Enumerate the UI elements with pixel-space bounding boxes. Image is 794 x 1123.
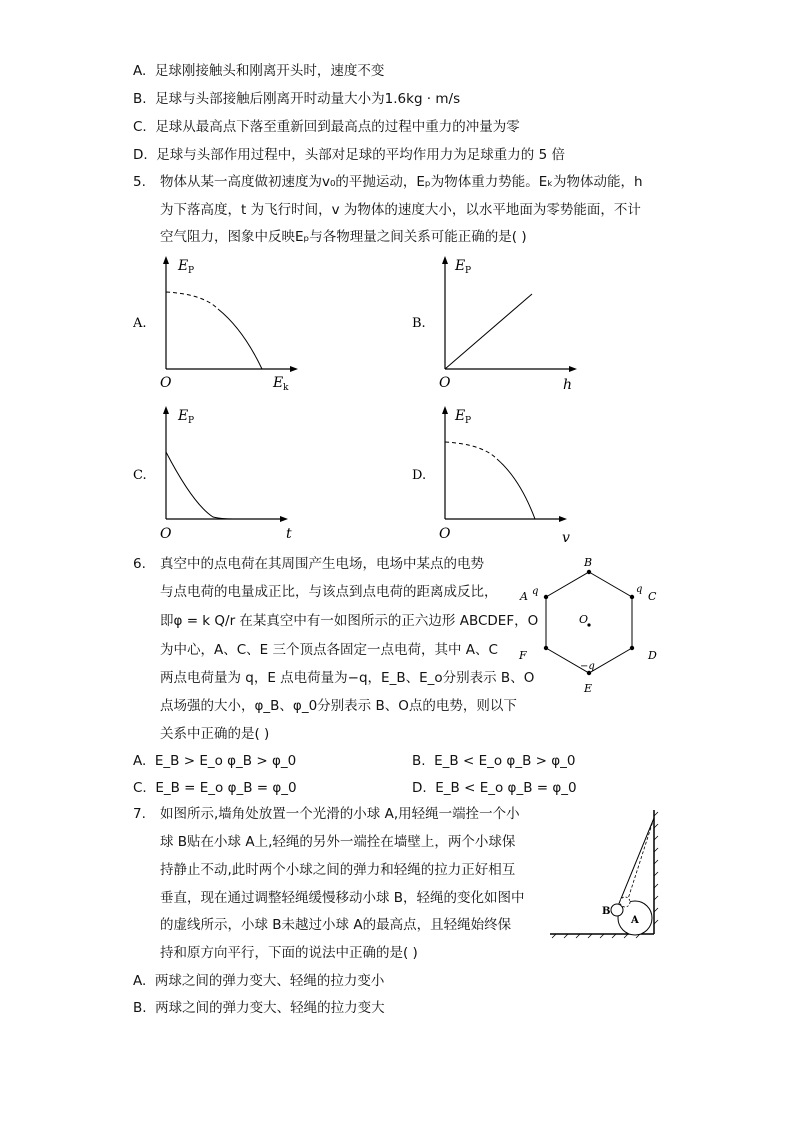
q7-stem-line-3: 持静止不动,此时两个小球之间的弹力和轻绳的拉力正好相互 xyxy=(160,862,516,878)
q7-stem-line-1: 如图所示,墙角处放置一个光滑的小球 A,用轻绳一端拴一个小 xyxy=(160,806,520,822)
q7-ball-b-label: B xyxy=(602,906,611,917)
hex-center-o: O xyxy=(579,613,589,626)
q5-graph-b xyxy=(412,254,582,394)
q5-graph-a-ysub: P xyxy=(188,266,195,276)
q6-option-a: A. E_B > E_o φ_B > φ_0 xyxy=(133,753,297,769)
q7-ball-a-label: A xyxy=(631,915,639,926)
hex-vertex-b: B xyxy=(584,556,593,569)
q5-graph-d-option-label: D. xyxy=(412,468,427,483)
q6-stem-line-2: 与点电荷的电量成正比，与该点到点电荷的距离成反比， xyxy=(160,584,498,600)
q5-graph-c-ylabel: E xyxy=(178,408,189,424)
q7-stem-line-4: 垂直，现在通过调整轻绳缓慢移动小球 B，轻绳的变化如图中 xyxy=(160,890,525,906)
q7-stem-line-2: 球 B贴在小球 A上,轻绳的另外一端拴在墙壁上，两个小球保 xyxy=(160,834,516,850)
q4-option-b: B. 足球与头部接触后刚离开时动量大小为1.6kg · m/s xyxy=(133,91,461,107)
q5-stem-line-3: 空气阻力，图象中反映Eₚ与各物理量之间关系可能正确的是( ) xyxy=(160,229,527,245)
q5-graph-a-xlabel: E xyxy=(273,375,284,391)
q5-graph-b-origin: O xyxy=(439,375,451,391)
q4-option-c: C. 足球从最高点下落至重新回到最高点的过程中重力的冲量为零 xyxy=(133,119,520,135)
q5-stem-line-1: 物体从某一高度做初速度为v₀的平抛运动，Eₚ为物体重力势能。Eₖ为物体动能，h xyxy=(160,174,643,190)
hex-vertex-d: D xyxy=(648,649,657,662)
q5-graph-b-ysub: P xyxy=(465,266,472,276)
q7-stem-line-6: 持和原方向平行，下面的说法中正确的是( ) xyxy=(160,945,418,961)
hex-vertex-e: E xyxy=(584,682,593,695)
q5-graph-a-xsub: k xyxy=(283,383,289,393)
q7-option-b: B. 两球之间的弹力变大、轻绳的拉力变大 xyxy=(133,1000,385,1016)
q5-graph-c-ysub: P xyxy=(188,416,195,426)
q6-option-b: B. E_B < E_o φ_B > φ_0 xyxy=(412,753,576,769)
q6-stem-line-3: 即φ = k Q/r 在某真空中有一如图所示的正六边形 ABCDEF，O xyxy=(160,613,539,629)
hex-vertex-a: A xyxy=(520,590,528,603)
q6-option-c: C. E_B = E_o φ_B = φ_0 xyxy=(133,780,297,796)
q7-stem-line-5: 的虚线所示，小球 B未越过小球 A的最高点，且轻绳始终保 xyxy=(160,917,512,933)
q6-hexagon-figure xyxy=(512,555,672,700)
q5-graph-b-ylabel: E xyxy=(455,258,466,274)
hex-charge-e: −q xyxy=(580,661,595,672)
hex-vertex-c: C xyxy=(648,590,657,603)
q7-number: 7. xyxy=(133,806,146,822)
q6-stem-line-7: 关系中正确的是( ) xyxy=(160,726,270,742)
q7-option-a: A. 两球之间的弹力变大、轻绳的拉力变小 xyxy=(133,973,385,989)
q5-graph-a-ylabel: E xyxy=(178,258,189,274)
q6-stem-line-6: 点场强的大小，φ_B、φ_0分别表示 B、O点的电势，则以下 xyxy=(160,698,517,714)
q5-graph-c xyxy=(133,404,303,544)
q5-graph-a-origin: O xyxy=(160,375,172,391)
q5-graph-c-xlabel: t xyxy=(286,526,292,542)
q6-number: 6. xyxy=(133,556,146,572)
q5-graph-c-option-label: C. xyxy=(133,468,147,483)
q6-stem-line-4: 为中心，A、C、E 三个顶点各固定一点电荷，其中 A、C xyxy=(160,642,498,658)
q4-option-d: D. 足球与头部作用过程中，头部对足球的平均作用力为足球重力的 5 倍 xyxy=(133,147,565,163)
hex-vertex-f: F xyxy=(519,649,527,662)
q5-graph-c-origin: O xyxy=(160,526,172,542)
q5-graph-d-ylabel: E xyxy=(455,408,466,424)
q5-graph-d-xlabel: v xyxy=(562,530,570,544)
q5-graph-d-origin: O xyxy=(439,526,451,542)
q6-stem-line-1: 真空中的点电荷在其周围产生电场，电场中某点的电势 xyxy=(160,556,484,572)
q5-number: 5. xyxy=(133,174,146,190)
q7-wall-figure xyxy=(548,806,660,940)
q5-stem-line-2: 为下落高度，t 为飞行时间，v 为物体的速度大小，以水平地面为零势能面，不计 xyxy=(160,202,641,218)
q5-graph-a-option-label: A. xyxy=(133,316,147,331)
q4-option-a: A. 足球刚接触头和刚离开头时，速度不变 xyxy=(133,63,385,79)
q5-graph-b-option-label: B. xyxy=(412,316,426,331)
hex-charge-a: q xyxy=(532,586,539,597)
hex-charge-c: q xyxy=(636,584,643,595)
q5-graph-b-xlabel: h xyxy=(563,377,573,393)
q5-graph-a xyxy=(133,254,303,394)
q5-graph-d xyxy=(412,404,587,544)
q6-option-d: D. E_B < E_o φ_B = φ_0 xyxy=(412,780,577,796)
q5-graph-d-ysub: P xyxy=(465,416,472,426)
q6-stem-line-5: 两点电荷量为 q，E 点电荷量为−q，E_B、E_o分别表示 B、O xyxy=(160,670,535,686)
